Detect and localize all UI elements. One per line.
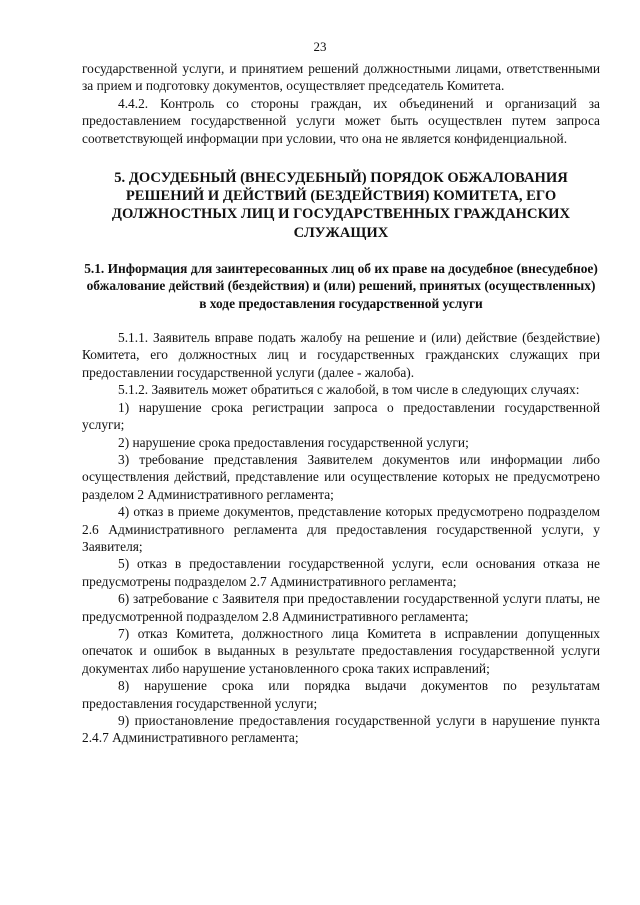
list-item-4: 4) отказ в приеме документов, представление которых предусмотрено подразделом 2.6 Административного регламента для предоставления государственной услуги, у Заявителя; <box>82 504 600 554</box>
list-item-7: 7) отказ Комитета, должностного лица Комитета в исправлении допущенных опечаток и ошибок в выданных в результате предоставления государственной услуги документах либо нарушение установленного срока таких исправлений; <box>82 625 600 676</box>
list-item-6: 6) затребование с Заявителя при предоставлении государственной услуги платы, не предусмотренной подразделом 2.8 Административного регламента; <box>82 591 600 624</box>
list-item-3: 3) требование представления Заявителем документов или информации либо осуществления действий, представление или осуществление которых не предусмотрено разделом 2 Административного регламента; <box>82 451 600 502</box>
paragraph-5-1-2: 5.1.2. Заявитель может обратиться с жалобой, в том числе в следующих случаях: <box>118 382 580 398</box>
list-item-2: 2) нарушение срока предоставления государственной услуги; <box>118 434 469 450</box>
list-item-1: 1) нарушение срока регистрации запроса о предоставлении государственной услуги; <box>82 399 600 433</box>
spacer <box>82 312 600 329</box>
paragraph-5-1-1: 5.1.1. Заявитель вправе подать жалобу на решение и (или) действие (бездействие) Комитета, его должностных лиц и государственных гражданских служащих при предоставлении государственной услуги (далее - жалоба). <box>82 330 600 380</box>
subsection-heading: 5.1. Информация для заинтересованных лиц об их праве на досудебное (внесудебное) обжалование действий (бездействия) и (или) решений, принятых (осуществленных) в ходе предоставления государственной услуги <box>84 260 598 311</box>
list-item-9: 9) приостановление предоставления государственной услуги в нарушение пункта 2.4.7 Административного регламента; <box>82 713 600 746</box>
section-heading: 5. ДОСУДЕБНЫЙ (ВНЕСУДЕБНЫЙ) ПОРЯДОК ОБЖАЛОВАНИЯ РЕШЕНИЙ И ДЕЙСТВИЙ (БЕЗДЕЙСТВИЯ) КОМИТЕТА, ЕГО ДОЛЖНОСТНЫХ ЛИЦ И ГОСУДАРСТВЕННЫХ ГРАЖДАНСКИХ СЛУЖАЩИХ <box>111 170 571 241</box>
paragraph-4-4-2: 4.4.2. Контроль со стороны граждан, их объединений и организаций за предоставлением государственной услуги может быть осуществлен путем запроса соответствующей информации при условии, что она не является конфиденциальной. <box>82 95 600 146</box>
page-number: 23 <box>313 39 327 54</box>
list-item-8: 8) нарушение срока или порядка выдачи документов по результатам предоставления государственной услуги; <box>82 678 600 711</box>
paragraph-continuation: государственной услуги, и принятием решений должностными лицами, ответственными за прием и подготовку документов, осуществляет председатель Комитета. <box>82 61 600 94</box>
list-item-5: 5) отказ в предоставлении государственной услуги, если основания отказа не предусмотрены подразделом 2.7 Административного регламента; <box>82 556 600 589</box>
page-content <box>82 60 600 747</box>
